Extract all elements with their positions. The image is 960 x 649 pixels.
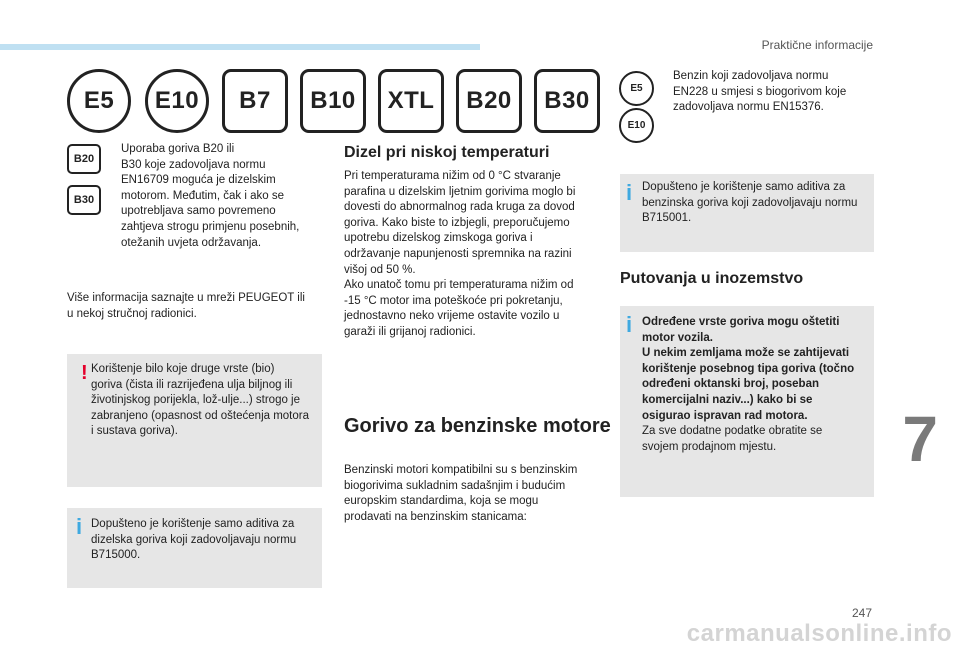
petrol-heading: Gorivo za benzinske motore: [344, 415, 611, 437]
warning-box: [67, 354, 322, 487]
badge-b30-small-icon: B30: [67, 185, 101, 215]
badge-b20-small-icon: B20: [67, 144, 101, 174]
travel-normal-text: Za sve dodatne podatke obratite se svojem prodajnom mjestu.: [642, 425, 823, 453]
badge-b20-icon: B20: [456, 69, 522, 133]
info-box-petrol: [620, 174, 874, 252]
diesel-heading: Dizel pri niskoj temperaturi: [344, 144, 550, 161]
info-mark-icon: i: [626, 180, 633, 205]
info-mark-icon: i: [626, 312, 633, 337]
section-title: Praktične informacije: [761, 38, 873, 52]
warning-mark-icon: !: [81, 362, 88, 384]
info-box-diesel: [67, 508, 322, 588]
travel-heading: Putovanja u inozemstvo: [620, 270, 804, 287]
travel-bold-text: Određene vrste goriva mogu oštetiti motor vozila. U nekim zemljama može se zahtijevati korištenje posebnog tipa goriva (točno određeni oktanski broj, poseban komercijalni naziv...) kako bi se osigurao ispravan rad motora.: [642, 316, 855, 422]
badge-e10-icon: E10: [145, 69, 209, 133]
header-accent-bar: [0, 44, 480, 50]
badge-e10-small-icon: E10: [619, 108, 654, 143]
petrol-paragraph: Benzinski motori kompatibilni su s benzinskim biogorivima sukladnim sadašnjim i budućim europskim standardima, koja se mogu prodavati na benzinskim stanicama:: [344, 464, 578, 523]
badge-xtl-icon: XTL: [378, 69, 444, 133]
watermark: carmanualsonline.info: [686, 620, 952, 647]
warning-text: Korištenje bilo koje druge vrste (bio) goriva (čista ili razrijeđena ulja biljnog ili životinjskog porijekla, lož-ulje...) strogo je zabranjeno (opasnost od oštećenja motora i sustava goriva).: [91, 363, 310, 438]
badge-e5-small-icon: E5: [619, 71, 654, 106]
page-number: 247: [851, 606, 872, 620]
info-text-diesel: Dopušteno je korištenje samo aditiva za dizelska goriva koji zadovoljavaju normu B715000.: [91, 518, 297, 562]
badge-b10-icon: B10: [300, 69, 366, 133]
badge-b7-icon: B7: [222, 69, 288, 133]
b20-b30-paragraph: Uporaba goriva B20 ili B30 koje zadovoljava normu EN16709 moguća je dizelskim motorom. Međutim, čak i ako se upotrebljava samo povremeno zahtjeva strogu primjenu posebnih, otežanih uvjeta održavanja.: [121, 143, 300, 249]
e5-e10-paragraph: Benzin koji zadovoljava normu EN228 u smjesi s biogorivom koje zadovoljava normu EN15376.: [673, 70, 847, 114]
badge-b30-icon: B30: [534, 69, 600, 133]
info-box-travel: [620, 306, 874, 497]
diesel-paragraph: Pri temperaturama nižim od 0 °C stvaranje parafina u dizelskim ljetnim gorivima moglo bi dovesti do abnormalnog rada kruga za dovod goriva. Kako biste to izbjegli, preporučujemo upotrebu dizelskog zimskoga goriva i održavanje napunjenosti spremnika na razini višoj od 50 %. Ako unatoč tomu pri temperaturama nižim od -15 °C motor ima poteškoće pri pokretanju, jednostavno neko vrijeme ostavite vozilo u garaži ili grijanoj radionici.: [344, 170, 576, 338]
badge-e5-icon: E5: [67, 69, 131, 133]
chapter-number: 7: [902, 403, 938, 475]
more-info-paragraph: Više informacija saznajte u mreži PEUGEOT ili u nekoj stručnoj radionici.: [67, 292, 305, 320]
info-mark-icon: i: [76, 514, 83, 539]
info-text-petrol: Dopušteno je korištenje samo aditiva za benzinska goriva koji zadovoljavaju normu B715001.: [642, 181, 858, 225]
